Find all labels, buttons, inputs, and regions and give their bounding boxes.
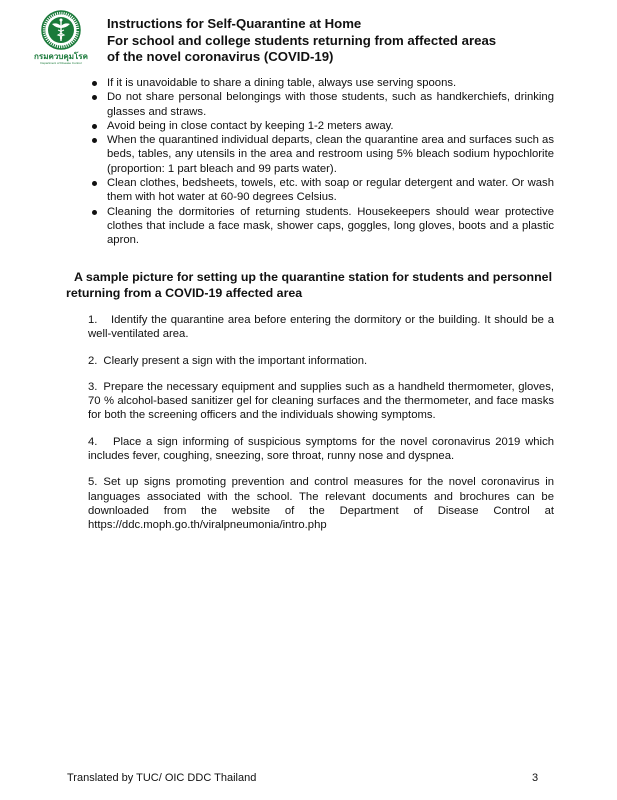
step-item — [88, 354, 554, 368]
list-item — [92, 90, 554, 119]
list-item — [92, 176, 554, 205]
step-item — [88, 475, 554, 532]
document-title — [107, 16, 496, 66]
setup-steps — [88, 313, 554, 545]
step-text: Prepare the necessary equipment and supplies such as a handheld thermometer, gloves, 70 % alcohol-based sanitizer gel for cleaning surfaces and the thermometer, and face masks for both the screening officers and the individuals showing symptoms. — [88, 380, 554, 422]
title-line: of the novel coronavirus (COVID-19) — [107, 49, 334, 64]
step-item — [88, 313, 554, 342]
list-item — [92, 133, 554, 176]
ddc-logo — [36, 10, 86, 65]
bullet-icon — [92, 181, 97, 186]
footer-credit: Translated by TUC/ OIC DDC Thailand — [67, 772, 257, 784]
list-item-text: When the quarantined individual departs, clean the quarantine area and surfaces such as beds, tables, any utensils in the area and restroom using 5% bleach sodium hypochlorite (proportion: 1 part bleach and 99 parts water). — [107, 134, 554, 175]
section-heading — [66, 269, 554, 301]
list-item — [92, 205, 554, 248]
logo-thai-name: กรมควบคุมโรค — [34, 52, 88, 61]
bullet-icon — [92, 138, 97, 143]
list-item — [92, 76, 554, 90]
step-number: 3. — [88, 380, 98, 393]
step-text: Clearly present a sign with the important information. — [103, 354, 368, 367]
bullet-icon — [92, 95, 97, 100]
title-line: Instructions for Self-Quarantine at Home — [107, 16, 362, 31]
logo-english-name: Department of Disease Control — [40, 61, 82, 65]
page-number: 3 — [532, 772, 539, 784]
list-item-text: If it is unavoidable to share a dining table, always use serving spoons. — [107, 77, 457, 89]
section-heading-text: A sample picture for setting up the quarantine station for students and personnel returning from a COVID-19 affected area — [66, 270, 553, 300]
step-text: Set up signs promoting prevention and control measures for the novel coronavirus in languages associated with the school. The relevant documents and brochures can be downloaded from the website of the Department of Disease Control at https://ddc.moph.go.th/viralpneumonia/intro.php — [88, 476, 554, 532]
step-item — [88, 435, 554, 464]
step-text: Identify the quarantine area before entering the dormitory or the building. It should be a well-ventilated area. — [88, 314, 554, 341]
step-text: Place a sign informing of suspicious symptoms for the novel coronavirus 2019 which includes fever, coughing, sneezing, sore throat, runny nose and dyspnea. — [88, 435, 554, 463]
bullet-icon — [92, 210, 97, 215]
ddc-seal-icon — [41, 10, 81, 50]
step-number: 2. — [88, 354, 98, 367]
list-item-text: Cleaning the dormitories of returning students. Housekeepers should wear protective clothes that include a face mask, shower caps, goggles, long gloves, boots and a plastic apron. — [107, 205, 554, 247]
bullet-icon — [92, 81, 97, 86]
list-item-text: Clean clothes, bedsheets, towels, etc. with soap or regular detergent and water. Or wash them with hot water at 60-90 degrees Celsius. — [107, 177, 554, 204]
list-item-text: Avoid being in close contact by keeping 1-2 meters away. — [107, 119, 394, 132]
step-number: 5. — [88, 476, 98, 489]
step-number: 1. — [88, 314, 98, 326]
bullet-icon — [92, 124, 97, 129]
step-number: 4. — [88, 435, 98, 448]
list-item-text: Do not share personal belongings with those students, such as handkerchiefs, drinking glasses and straws. — [107, 91, 554, 118]
title-line: For school and college students returning from affected areas — [107, 32, 497, 48]
list-item — [92, 119, 554, 133]
step-item — [88, 380, 554, 423]
precaution-list — [92, 76, 554, 248]
